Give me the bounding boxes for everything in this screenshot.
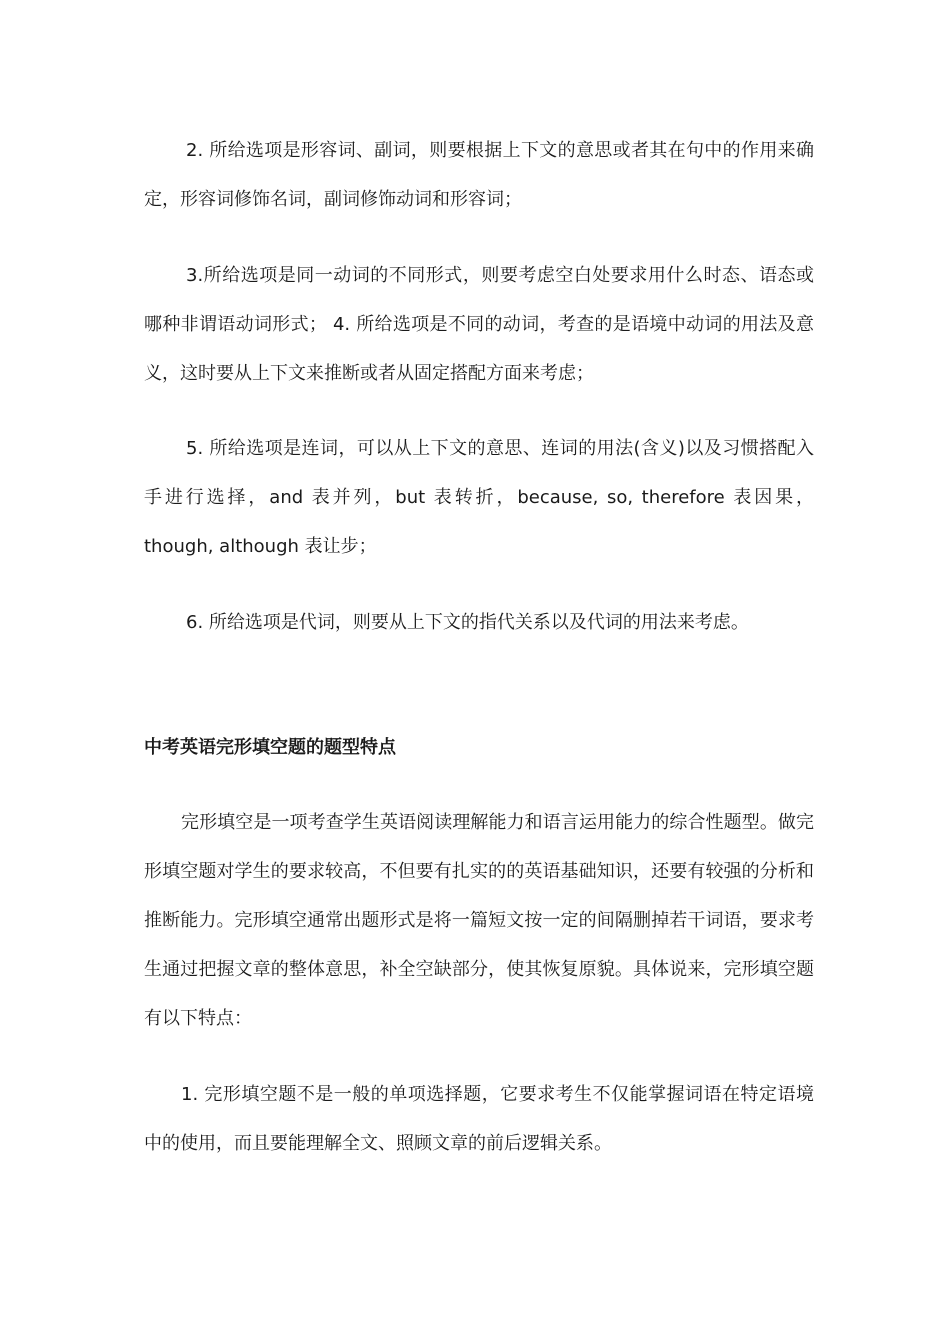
paragraph-intro: 完形填空是一项考查学生英语阅读理解能力和语言运用能力的综合性题型。做完形填空题对学生的要求较高，不但要有扎实的的英语基础知识，还要有较强的分析和推断能力。完形填空通常出题形式是将一篇短文按一定的间隔删掉若干词语，要求考生通过把握文章的整体意思，补全空缺部分，使其恢复原貌。具体说来，完形填空题有以下特点： bbox=[144, 812, 814, 1029]
paragraph-conjunctions: 5. 所给选项是连词，可以从上下文的意思、连词的用法(含义)以及习惯搭配入手进行选择，and 表并列，but 表转折，because, so, therefore 表因果，though, although 表让步； bbox=[144, 438, 814, 557]
paragraph-pronouns: 6. 所给选项是代词，则要从上下文的指代关系以及代词的用法来考虑。 bbox=[186, 612, 749, 633]
paragraph-verb-forms: 3.所给选项是同一动词的不同形式，则要考虑空白处要求用什么时态、语态或哪种非谓语动词形式； 4. 所给选项是不同的动词，考查的是语境中动词的用法及意义，这时要从上下文来推断或者从固定搭配方面来考虑； bbox=[144, 265, 814, 384]
paragraph-point-1: 1. 完形填空题不是一般的单项选择题，它要求考生不仅能掌握词语在特定语境中的使用，而且要能理解全文、照顾文章的前后逻辑关系。 bbox=[144, 1084, 814, 1154]
paragraph-adjective-adverb: 2. 所给选项是形容词、副词，则要根据上下文的意思或者其在句中的作用来确定，形容词修饰名词，副词修饰动词和形容词； bbox=[144, 140, 814, 210]
section-heading: 中考英语完形填空题的题型特点 bbox=[144, 737, 396, 758]
